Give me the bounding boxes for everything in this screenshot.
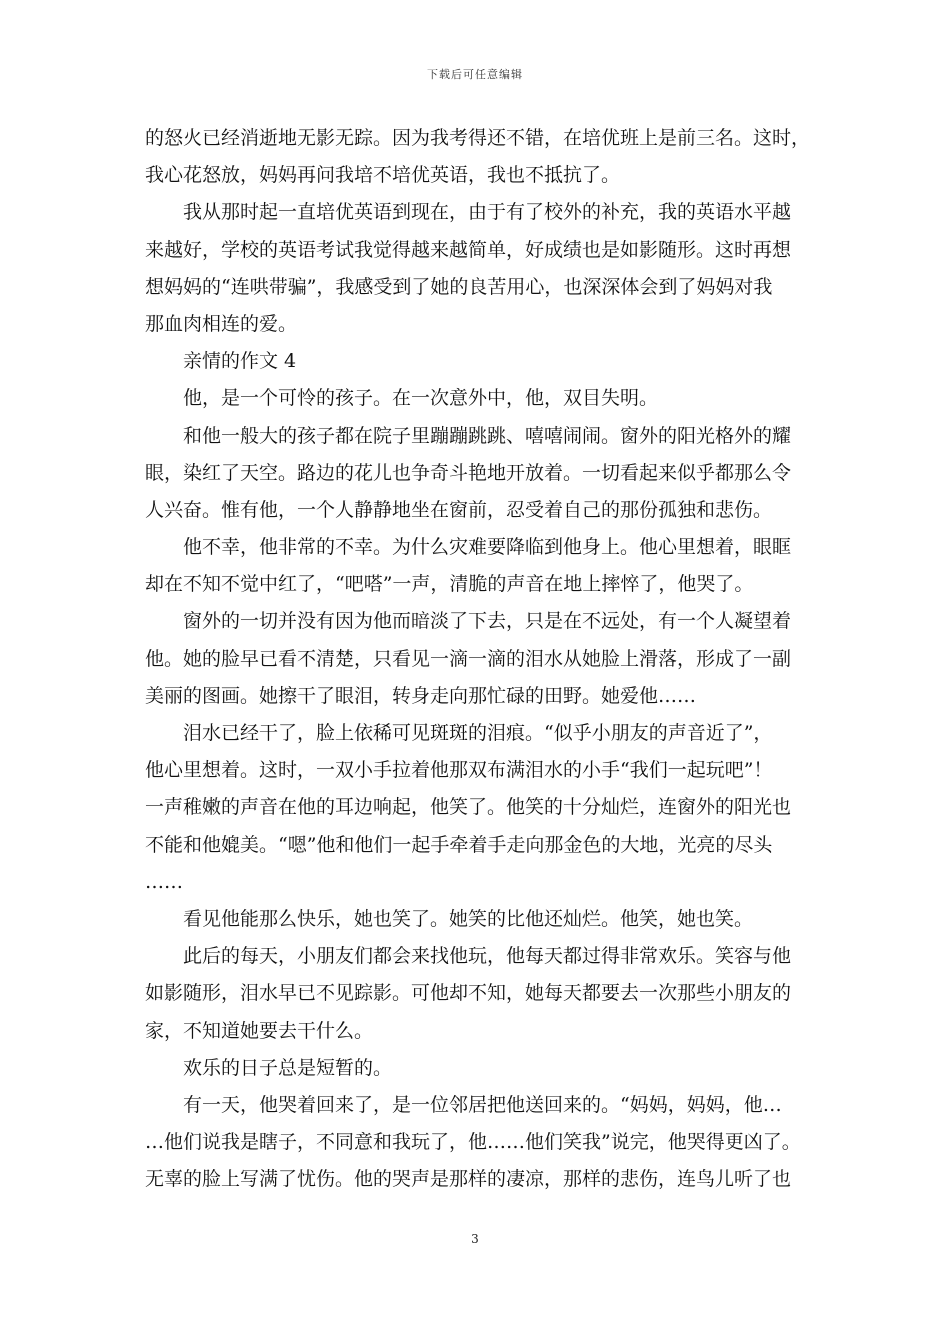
text-line: 人兴奋。惟有他，一个人静静地坐在窗前，忍受着自己的那份孤独和悲伤。: [145, 498, 773, 521]
text-line: 泪水已经干了，脸上依稀可见斑斑的泪痕。“似乎小朋友的声音近了”，: [183, 722, 773, 744]
text-line: 如影随形，泪水早已不见踪影。可他却不知，她每天都要去一次那些小朋友的: [145, 982, 792, 1005]
text-line: 他。她的脸早已看不清楚，只看见一滴一滴的泪水从她脸上滑落，形成了一副: [145, 647, 792, 670]
text-line: 有一天，他哭着回来了，是一位邻居把他送回来的。“妈妈，妈妈，他…: [183, 1093, 782, 1116]
text-line: 看见他能那么快乐，她也笑了。她笑的比他还灿烂。他笑，她也笑。: [183, 907, 754, 930]
text-line: 他心里想着。这时，一双小手拉着他那双布满泪水的小手“我们一起玩吧”！: [145, 759, 773, 782]
text-line: 他，是一个可怜的孩子。在一次意外中，他，双目失明。: [183, 387, 659, 410]
text-line: 那血肉相连的爱。: [145, 312, 298, 335]
page-number: 3: [471, 1232, 479, 1246]
text-line: 家，不知道她要去干什么。: [145, 1019, 374, 1042]
text-line: ……: [145, 870, 183, 893]
text-line: 亲情的作文 4: [183, 350, 297, 373]
text-line: 我心花怒放，妈妈再问我培不培优英语，我也不抵抗了。: [145, 164, 621, 187]
text-line: 此后的每天，小朋友们都会来找他玩，他每天都过得非常欢乐。笑容与他: [183, 945, 792, 968]
text-line: 无辜的脸上写满了忧伤。他的哭声是那样的凄凉，那样的悲伤，连鸟儿听了也: [145, 1168, 792, 1191]
page-header: 下载后可任意编辑: [427, 68, 523, 81]
text-line: 和他一般大的孩子都在院子里蹦蹦跳跳、嘻嘻闹闹。窗外的阳光格外的耀: [183, 424, 792, 447]
text-line: 却在不知不觉中红了，“吧嗒”一声，清脆的声音在地上摔悴了，他哭了。: [145, 573, 754, 596]
text-line: 眼，染红了天空。路边的花儿也争奇斗艳地开放着。一切看起来似乎都那么令: [145, 461, 792, 484]
text-line: 想妈妈的“连哄带骗”，我感受到了她的良苦用心，也深深体会到了妈妈对我: [145, 275, 773, 298]
text-line: …他们说我是瞎子，不同意和我玩了，他……他们笑我”说完，他哭得更凶了。: [145, 1131, 801, 1154]
text-line: 不能和他媲美。“嗯”他和他们一起手牵着手走向那金色的大地，光亮的尽头: [145, 833, 773, 856]
document-body: [145, 120, 817, 1198]
text-line: 来越好，学校的英语考试我觉得越来越简单，好成绩也是如影随形。这时再想: [145, 238, 792, 261]
text-line: 的怒火已经消逝地无影无踪。因为我考得还不错，在培优班上是前三名。这时，: [145, 127, 811, 149]
text-line: 窗外的一切并没有因为他而暗淡了下去，只是在不远处，有一个人凝望着: [183, 610, 792, 633]
text-line: 美丽的图画。她擦干了眼泪，转身走向那忙碌的田野。她爱他……: [145, 684, 697, 707]
text-line: 一声稚嫩的声音在他的耳边响起，他笑了。他笑的十分灿烂，连窗外的阳光也: [145, 796, 792, 819]
text-line: 欢乐的日子总是短暂的。: [183, 1056, 393, 1079]
text-line: 我从那时起一直培优英语到现在，由于有了校外的补充，我的英语水平越: [183, 201, 792, 224]
text-line: 他不幸，他非常的不幸。为什么灾难要降临到他身上。他心里想着，眼眶: [183, 536, 792, 559]
